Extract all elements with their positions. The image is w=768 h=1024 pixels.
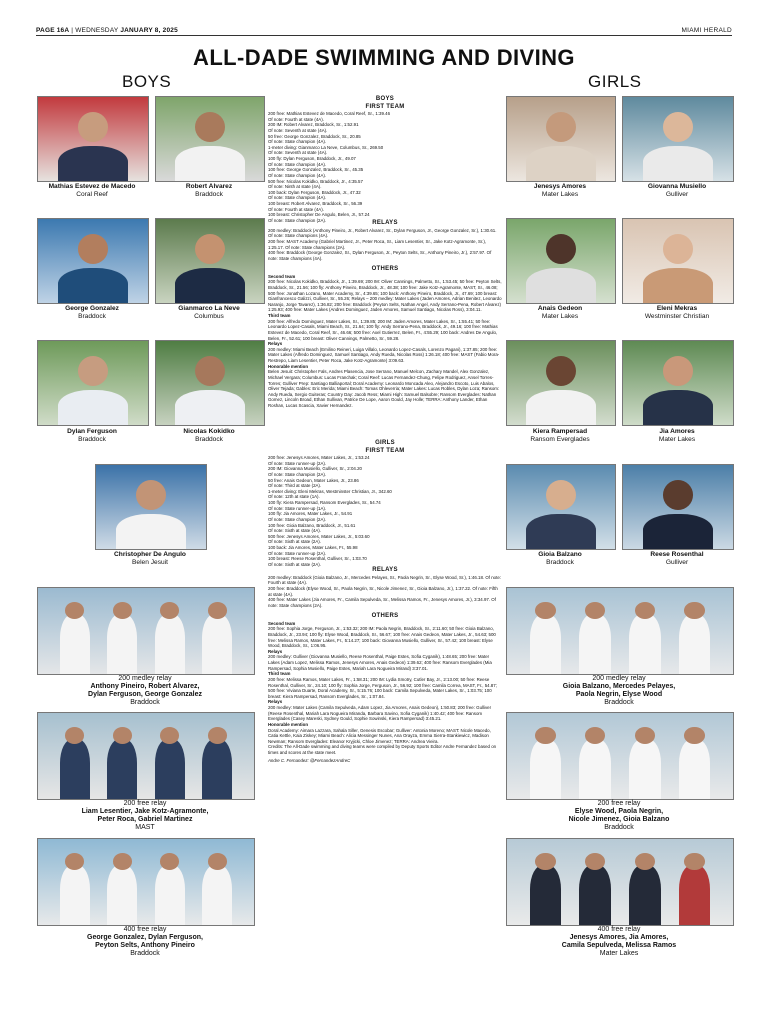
boys-relay-item: 200 medley: Braddock (Anthony Pineiro, Jr., Robert Alvarez, Sr., Dylan Ferguson, Jr., George Gonzalez, Sr.), 1:30.61. Of note: State champions (4A). xyxy=(268,227,497,239)
girl-name-2: Giovanna Musiello xyxy=(647,183,707,190)
girls-medley-relay-caption xyxy=(504,675,734,707)
girls-column-heading: GIRLS xyxy=(588,72,642,91)
girls-second-team-label: Second team xyxy=(268,620,296,626)
boys-others-block xyxy=(268,266,502,409)
byline: Andre C. Fernandez: @FernandezAndreC xyxy=(268,757,351,763)
boys_first-line: Of note: State champion (4A). xyxy=(268,172,327,178)
girls_first-line: Of note: Third at state (2A). xyxy=(268,483,322,489)
boys_first-line: Of note: State champion (4A). xyxy=(268,161,327,167)
girls-third-team-label: Third team xyxy=(268,671,291,677)
girls-heading: GIRLS xyxy=(375,440,395,446)
girls-free-relay-photo xyxy=(506,712,734,800)
boys_first-line: 100 free: George Gonzalez, Braddock, Sr., 45.35 xyxy=(268,167,364,173)
girls_first-line: 100 fly: Jia Amores, Mater Lakes, Jr., 54.91 xyxy=(268,511,353,517)
boys_first-line: 1-meter diving: Gianmarco La Neve, Columbus, Sr., 269.50 xyxy=(268,144,384,150)
boys-free-relay-photo xyxy=(37,712,255,800)
caption-names-line-2: Camila Sepulveda, Melissa Ramos xyxy=(561,942,677,950)
girls-relay-item: 200 free: Braddock (Elyse Wood, Sr., Paola Negrin, Sr., Nicole Jimenez, Sr., Gioia Balzano, Jr.), 1:37.22. Of note: Fifth at state (4A). xyxy=(268,585,498,597)
boys-relays-sub-label: Relays xyxy=(268,341,283,347)
boy-name-4: Gianmarco La Neve xyxy=(178,305,240,312)
boys-second-team-label: Second team xyxy=(268,273,296,279)
girl-school-7: Braddock xyxy=(546,559,574,566)
girls_first-line: Of note: Sixth at state (4A). xyxy=(268,528,321,534)
boys_first-line: Of note: Fourth at state (4A). xyxy=(268,116,324,122)
girl-school-5: Ransom Everglades xyxy=(530,436,590,443)
boy-name-6: Nicolas Kokidko xyxy=(183,428,235,435)
caption-names-line-1: Anthony Pineiro, Robert Alvarez, xyxy=(90,683,200,691)
girls_first-line: Of note: 12th at state (1A). xyxy=(268,494,320,500)
boys-relays-heading: RELAYS xyxy=(372,220,398,226)
boys_first-line: Of note: State champion (4A). xyxy=(268,195,327,201)
boy-portrait-2 xyxy=(155,96,265,182)
girl-name-5: Kiera Rampersad xyxy=(532,428,588,435)
girl-name-8: Reese Rosenthal xyxy=(650,551,704,558)
girls-third-team-text: 200 free: Melissa Ramos, Mater Lakes, Fr., 1:58.31; 200 IM: Lydia Smotry, Cutler Bay, Jr., 2:13.00; 50 free: Reese Rosenthal, Gulliver, Sr., 24.10; 100 fly: Sophia Jorge, Ferguson, Jr., 56.92; 100 free: Camila Correa, MAST, Fr., 54.87; 500 free: Viviana Duarte, Doral Academy, Sr., 5:15.76; 100 back: Camila Sepulveda, Mater Lakes, Sr., 1:03.75; 100 breast: Kiera Rampersad, Ransom Everglades, Sr., 1:07.84. xyxy=(268,676,497,699)
boys_first-line: 200 IM: Robert Alvarez, Braddock, Sr., 1:52.91 xyxy=(268,122,359,128)
girls_first-line: 200 free: Jenesys Amores, Mater Lakes, Jr., 1:53.24 xyxy=(268,455,370,460)
girls-others-block xyxy=(268,613,502,763)
girl-name-6: Jia Amores xyxy=(659,428,695,435)
caption-event: 400 free relay xyxy=(123,926,167,933)
caption-school: Braddock xyxy=(604,824,634,832)
caption-names-line-2: Peter Roca, Gabriel Martinez xyxy=(97,816,193,824)
girl-portrait-2 xyxy=(622,96,734,182)
girls_first-line: 100 fly: Kiera Rampersad, Ransom Everglades, Sr., 54.74 xyxy=(268,500,381,505)
caption-school: Braddock xyxy=(130,699,160,707)
boys-hm-text: Belen Jesuit: Christopher Fals, Andres Plasencia, Jose Serrano, Manuel Melcon, Zachary Mandel, Alex Gonzalez, Michael Vergara; Columbus: Lucas Franchak; Coral Reef: Lucas Fernandez-Chung, Felipe Rodriguez, Ansel Torres-Torres; Gulliver Prep: Santiago Balliaportal; Doral Academy: Leonardo Moncada Aleo, Alejandro Escoto, Luis Abalos, Oliver Tejada; Gables: Eric Merida; Miami Beach: Tomas Ohleverria; Mater Lakes: Lucas Robles, Dylan Loza; Ransom: Andy Rueda, Sergio Guiteras; Country Day: Jacob Ress; Miami High: Samuel Balsobre; Ransom Everglades: Nathan Gomez, Lincoln Broad, Ethan Sullivan, Patrice De Lope, Aaron Gould, Jay Holle; TERRA: Anthony Lander, Ethan Roshan, Lucas Scascia, Xavier Hernandez. xyxy=(268,369,500,409)
girls_first-line: Of note: Sixth at state (2A). xyxy=(268,539,321,545)
caption-event: 200 medley relay xyxy=(592,675,646,682)
girls-relays-sub-label: Relays xyxy=(268,648,283,654)
girls-first-team-heading: FIRST TEAM xyxy=(365,447,405,454)
caption-event: 200 free relay xyxy=(597,800,641,807)
boys_first-line: 200 free: Mathias Estevez de Macedo, Coral Reef, Sr., 1:39.46 xyxy=(268,111,391,116)
girl-portrait-7 xyxy=(506,464,616,550)
boys-400-relay-photo xyxy=(37,838,255,926)
girl-school-3: Mater Lakes xyxy=(541,313,579,320)
page-number: PAGE 16A xyxy=(36,27,70,34)
boys_first-line: 100 breast: Christopher De Angulo, Belen, Jr., 57.24 xyxy=(268,212,370,218)
boys_first-line: 100 back: Dylan Ferguson, Braddock, Jr., 47.32 xyxy=(268,189,361,195)
girls-others-heading: OTHERS xyxy=(371,613,399,619)
boy-portrait-7 xyxy=(95,464,207,550)
boy-school-5: Braddock xyxy=(78,436,106,443)
girls_first-line: Of note: State champion (2A). xyxy=(268,516,327,522)
girls-relays-text: 200 medley: Gulliver (Giovanna Musiello, Reese Rosenthal, Paige Estes, Sofia Cyganik), 1:48.65; 200 free: Mater Lakes (Adam Lopez, Melissa Ramos, Jenesys Amores, Anais Gedeon) 1:39.62; 400 free: Ransom Everglades (Mia Rampersad, Sophia Musiello, Paige Estes, Mariah Lara Nogueira Mirand) 3:37.01. xyxy=(268,654,492,671)
boys-free-relay-caption xyxy=(30,800,260,832)
girl-portrait-5 xyxy=(506,340,616,426)
caption-names-line-2: Paola Negrin, Elyse Wood xyxy=(575,691,663,699)
girls-medley-relay-photo xyxy=(506,587,734,675)
caption-names-line-2: Dylan Ferguson, George Gonzalez xyxy=(88,691,202,699)
girls-second-team-text: 200 free: Sophia Jorge, Ferguson, Jr., 1:53.32; 200 IM: Paola Negrin, Braddock, Sr., 2:11.60; 50 free: Gioia Balzano, Braddock, Jr., 23.94; 100 fly: Elyse Wood, Braddock, Sr., 56.67; 100 free: Anais Gedeon, Mater Lakes, Jr., 54.63; 500 free: Melissa Ramos, Mater Lakes, Fr., 5:14.27; 100 back: Giovanna Musiello, Gulliver, Sr., 57.42; 100 breast: Elyse Wood, Braddock, Sr., 1:06.95. xyxy=(268,626,496,649)
caption-names-line-1: Jenesys Amores, Jia Amores, xyxy=(569,934,669,942)
newspaper-name: MIAMI HERALD xyxy=(681,27,732,34)
boy-school-1: Coral Reef xyxy=(76,191,108,198)
girls_first-line: Of note: State runner-up (2A). xyxy=(268,550,327,556)
boys-400-relay-caption xyxy=(30,926,260,958)
boys-first-team-block xyxy=(268,96,502,224)
boys_first-line: Of note: State champion (2A). xyxy=(268,217,327,223)
boy-name-2: Robert Alvarez xyxy=(185,183,233,190)
boys-second-team-text: 200 free: Nicolas Kokidko, Braddock, Jr., 1:39.69; 200 IM: Oliver Cannings, Palmetto, Sr., 1:53.45; 50 free: Peyton Selts, Braddock, Sr., 21.56; 100 fly: Anthony Pineiro, Braddock, Jr., 48.38; 100 free: Jake Kotz-Agramonte, MAST, Sr., 46.08; 500 free: Jonathan Lozano, Mater Academy, Sr., 4:39.65; 100 back: Anthony Pineiro, Braddock, Jr., 47.69; 100 breast: Gianfrancesco Galizzi, Gulliver, Sr., 55.26; Relays – 200 medley: Mater Lakes (Jaden Amores, Adrian Benitez, Leonardo Naranjo, Jorge Tavarez), 1:36.82; 200 free: Braddock (Peyton Selts, Nathan Angel, Andy Serrano-Pena, Robert Alvarez) 1:25.93; 400 free: Mater Lakes (Andres Dominguez, Jaden Amores, Samuel Santiago, Nicolas Ross), 3:04.11. xyxy=(268,279,502,313)
girls_first-line: 100 back: Jia Amores, Mater Lakes, Fr., 55.98 xyxy=(268,545,358,550)
girls-relays-sub-label-2: Relays xyxy=(268,699,283,705)
caption-names-line-1: Gioia Balzano, Mercedes Pelayes, xyxy=(562,683,676,691)
caption-school: MAST xyxy=(135,824,155,832)
caption-school: Braddock xyxy=(604,699,634,707)
boy-portrait-6 xyxy=(155,340,265,426)
boys-heading: BOYS xyxy=(375,96,395,102)
boys_first-line: 100 breast: Robert Alvarez, Braddock, Sr., 56.39 xyxy=(268,201,363,206)
girls_first-line: Of note: State runner-up (2A). xyxy=(268,460,327,466)
boys-relays-text: 200 medley: Miami Beach (Emilino Reineri, Luiga Villalo, Leonardo Lopez-Casals, Lorenzo Pagani), 1:37.85; 200 free: Mater Lakes (Alfredo Dominguez, Samuel Santiago, Andy Rueda, Nicolas Ross) 1:26.18; 400 free: MAST (Fabio Mora-Restrepo, Liam Lesentier, Peter Roca, Jake Kotz-Agramonte) 3:09.63. xyxy=(268,346,500,364)
boys_first-line: Of note: State champion (4A). xyxy=(268,139,327,145)
girl-name-3: Anais Gedeon xyxy=(537,305,583,312)
girl-name-1: Jenesys Amores xyxy=(533,183,587,190)
boy-name-3: George Gonzalez xyxy=(65,305,119,312)
boys-first-team-list xyxy=(268,111,502,224)
boys-relay-item: 200 free: MAST Academy (Gabriel Martinez, Jr., Peter Roca, Sr., Liam Lesentier, Sr., Jake Kotz-Agramonte, Sr.), 1:25.17. Of note: State champions (2A). xyxy=(268,238,487,250)
boys_first-line: Of note: Fourth at state (4A). xyxy=(268,206,324,212)
girl-school-4: Westminster Christian xyxy=(644,313,710,320)
boys_first-line: Of note: Seventh at state (4A). xyxy=(268,127,328,133)
boys-medley-relay-caption xyxy=(30,675,260,707)
header-date: JANUARY 8, 2025 xyxy=(120,27,178,34)
caption-school: Braddock xyxy=(130,950,160,958)
header-day: WEDNESDAY xyxy=(75,27,119,34)
girl-portrait-8 xyxy=(622,464,734,550)
credits-text: Credits: The All-Dade swimming and diving teams were compiled by Deputy Sports Editor Andre Fernandez based on times and scores at the state meet. xyxy=(268,744,497,756)
girls_first-line: 500 free: Jenesys Amores, Mater Lakes, Jr., 5:03.60 xyxy=(268,533,370,539)
girl-school-2: Gulliver xyxy=(665,191,689,198)
caption-names-line-1: Elyse Wood, Paola Negrin, xyxy=(574,808,664,816)
header-rule xyxy=(36,35,732,36)
girls-relays-text-2: 200 medley: Mater Lakes (Camila Sepulveda, Adam Lopez, Jia Amores, Anais Gedeon), 1:50.83; 200 free: Gulliver (Reese Rosenthal, Mariah Lara Nogueira Miranda, Barbara Savino, Sofia Cyganik) 1:40.42; 400 free: Ransom Everglades (Casey Mareski, Sydney Gould, Sophie Sowinski, Kiera Rampersad) 3:45.21. xyxy=(268,705,492,722)
caption-event: 200 free relay xyxy=(123,800,167,807)
caption-names-line-2: Peyton Selts, Anthony Pineiro xyxy=(95,942,195,950)
boy-school-3: Braddock xyxy=(78,313,106,320)
girls_first-line: 100 free: Gioia Balzano, Braddock, Jr., 51.61 xyxy=(268,522,356,528)
boys_first-line: Of note: Seventh at state (4A). xyxy=(268,150,328,156)
girls_first-line: 1-meter diving: Eleni Mekras, Westminster Christian, Jr., 342.60 xyxy=(268,488,392,494)
girls-relays-block xyxy=(268,567,502,608)
girls-hm-label: Honorable mention xyxy=(268,721,309,727)
page-title: ALL-DADE SWIMMING AND DIVING xyxy=(193,45,575,70)
boys_first-line: 500 free: Nicolas Kokidko, Braddock, Jr., 4:35.57 xyxy=(268,178,363,184)
boys-third-team-label: Third team xyxy=(268,313,291,319)
girl-school-6: Mater Lakes xyxy=(658,436,696,443)
girls-400-relay-photo xyxy=(506,838,734,926)
girl-portrait-6 xyxy=(622,340,734,426)
boys-medley-relay-photo xyxy=(37,587,255,675)
girls-free-relay-caption xyxy=(504,800,734,832)
girl-name-4: Eleni Mekras xyxy=(656,305,698,312)
girls_first-line: 50 free: Anais Gedeon, Mater Lakes, Jr., 23.86 xyxy=(268,477,359,483)
caption-names-line-1: Liam Lesentier, Jake Kotz-Agramonte, xyxy=(81,808,209,816)
boys-relay-item: 400 free: Braddock (George Gonzalez, Sr., Dylan Ferguson, Jr., Peyton Selts, Sr., Anthony Pineiro, Jr.), 2:57.97. Of note: State champions (4A). xyxy=(268,250,492,261)
girl-school-8: Gulliver xyxy=(665,559,689,566)
girl-school-1: Mater Lakes xyxy=(541,191,579,198)
boy-school-2: Braddock xyxy=(195,191,223,198)
girls-relays-heading: RELAYS xyxy=(372,567,398,573)
girls_first-line: Of note: Sixth at state (2A). xyxy=(268,561,321,567)
caption-event: 200 medley relay xyxy=(118,675,172,682)
girls_first-line: Of note: State champion (2A). xyxy=(268,471,327,477)
girls-hm-text: Doral Academy: Aimara Lazzara, Sahala Siller, Genesis Escobar; Gulliver: Antonia Moreno; MAST: Nicole Macedo, Catia Kettle, Kaia Ziskey; Miami Beach: Alicia Messinger Nunes, Ana Orayza, Emma Sierra-Stankiewicz, Madison Newman; Ransom Everglades: Eleanor Kryjicki, Chloe Jimenez; TERRA: Andrea Vieira. xyxy=(268,727,491,744)
boy-school-6: Braddock xyxy=(195,436,223,443)
girl-name-7: Gioia Balzano xyxy=(538,551,582,558)
caption-event: 400 free relay xyxy=(597,926,641,933)
boy-portrait-1 xyxy=(37,96,149,182)
girls-400-relay-caption xyxy=(504,926,734,958)
boys-third-team-text: 200 free: Alfredo Dominguez, Mater Lakes, Sr., 1:39.85; 200 IM: Jaden Amores, Mater Lakes, Sr., 1:55.41; 50 free: Leonardo Lopez-Casals, Miami Beach, Sr., 21.64; 100 fly: Andy Serrano-Pena, Braddock, Jr., 49.16; 100 free: Mathias Estevez de Macedo, Coral Reef, Sr., 46.66; 500 free: Axel Gutierrez, Belen, Fr., 4:55.29; 100 back: Andres De Angulo, Belen, Fr., 52.61; 100 breast: Oliver Cannings, Palmetto, Sr., 59.28. xyxy=(268,318,498,341)
girls_first-line: 200 IM: Giovanna Musiello, Gulliver, Sr., 2:04.20 xyxy=(268,466,362,472)
girls_first-line: Of note: State runner-up (1A). xyxy=(268,505,327,511)
boy-portrait-3 xyxy=(37,218,149,304)
boy-school-4: Columbus xyxy=(194,313,224,320)
girls_first-line: 100 breast: Reese Rosenthal, Gulliver, Sr., 1:03.70 xyxy=(268,556,367,562)
girl-portrait-4 xyxy=(622,218,734,304)
boy-name-1: Mathias Estevez de Macedo xyxy=(48,183,136,190)
boy-portrait-4 xyxy=(155,218,265,304)
boys-relays-block xyxy=(268,217,502,261)
boys_first-line: 100 fly: Dylan Ferguson, Braddock, Jr., 49.07 xyxy=(268,156,356,161)
header-separator: | xyxy=(71,27,74,34)
boys_first-line: 50 free: George Gonzalez, Braddock, Sr., 20.85 xyxy=(268,133,361,139)
boy-name-7: Christopher De Angulo xyxy=(114,551,186,558)
caption-school: Mater Lakes xyxy=(599,950,639,958)
girl-portrait-1 xyxy=(506,96,616,182)
boy-school-7: Belen Jesuit xyxy=(132,559,168,566)
girls-relay-item: 400 free: Mater Lakes (Jia Amores, Fr., Camila Sepulveda, Sr., Melissa Ramos, Fr., Jenesys Amores, Jr.), 3:34.97. Of note: State champions (2A). xyxy=(268,597,496,608)
girls-relay-item: 200 medley: Braddock (Gioia Balzano, Jr., Mercedes Pelayes, Sr., Paola Negrin, Sr., Elyse Wood, Sr.), 1:46.18. Of note: Fourth at state (4A). xyxy=(268,574,501,586)
girls-first-team-block xyxy=(268,440,502,568)
girl-portrait-3 xyxy=(506,218,616,304)
boys_first-line: Of note: Ninth at state (4A). xyxy=(268,184,322,190)
boys-hm-label: Honorable mention xyxy=(268,363,309,369)
boys-first-team-heading: FIRST TEAM xyxy=(365,103,405,110)
boy-portrait-5 xyxy=(37,340,149,426)
page-header-left xyxy=(36,27,178,34)
boys-others-heading: OTHERS xyxy=(371,266,399,272)
boy-name-5: Dylan Ferguson xyxy=(67,428,117,435)
boys-column-heading: BOYS xyxy=(122,72,172,91)
girls-first-team-list xyxy=(268,455,502,568)
caption-names-line-1: George Gonzalez, Dylan Ferguson, xyxy=(87,934,203,942)
caption-names-line-2: Nicole Jimenez, Gioia Balzano xyxy=(568,816,670,824)
